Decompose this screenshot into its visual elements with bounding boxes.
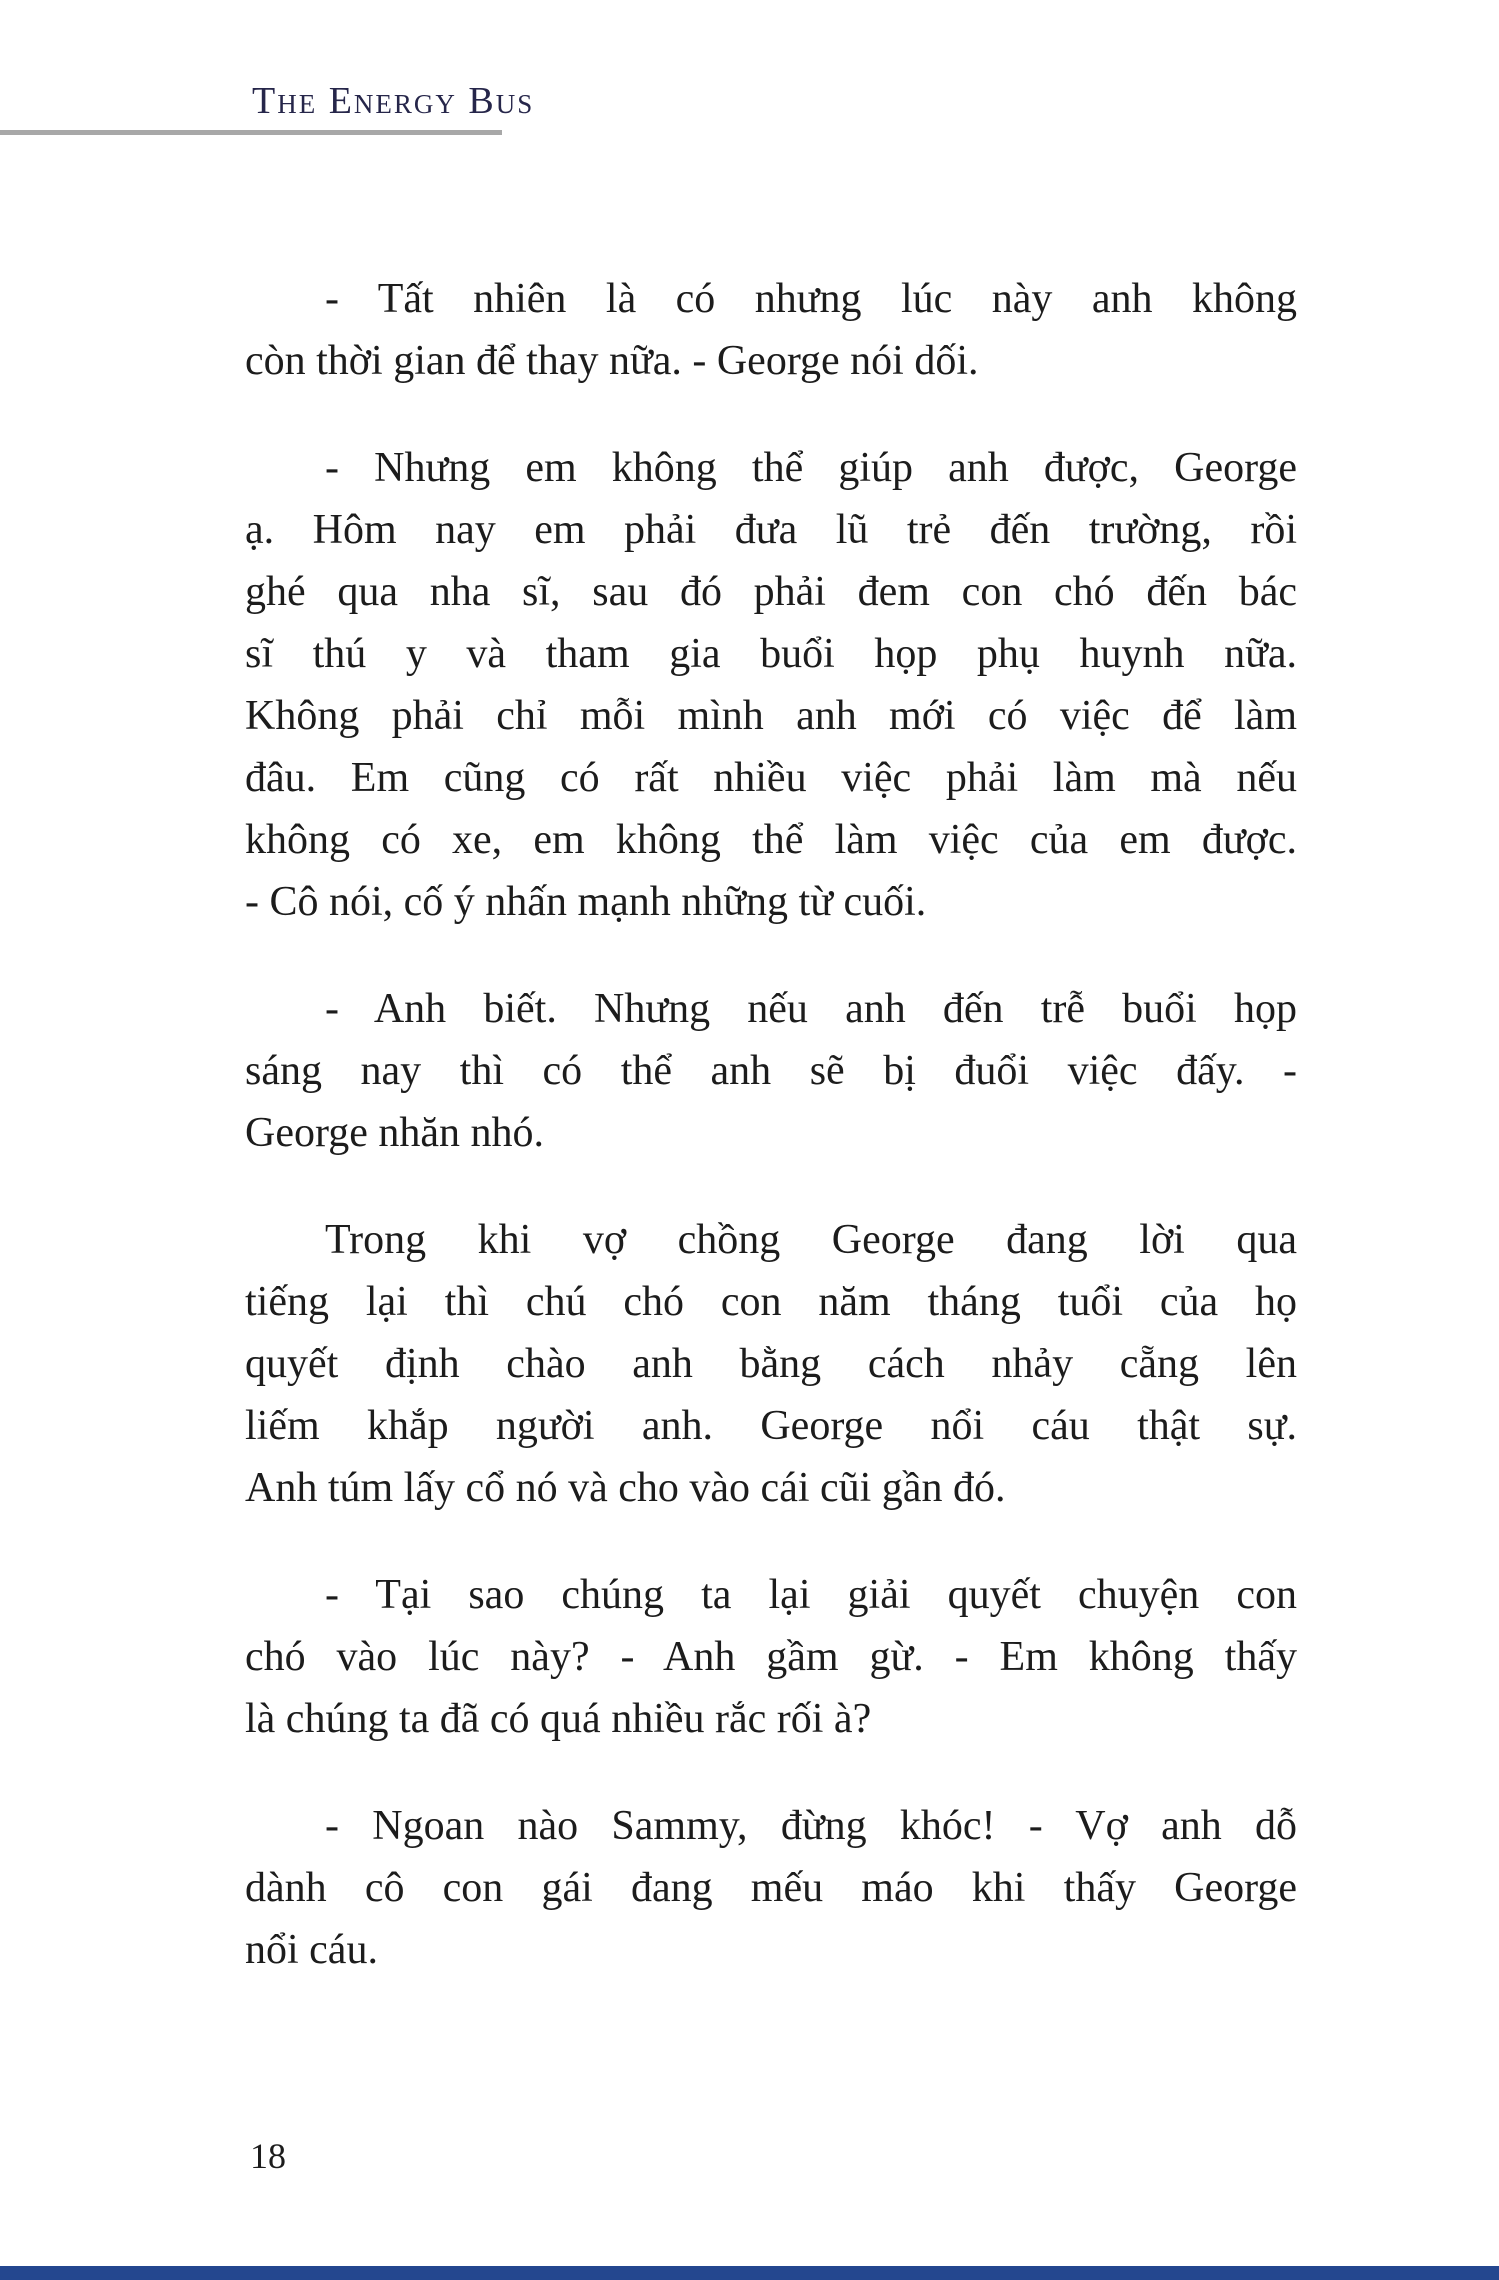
text-line: nổi cáu. [245, 1927, 378, 1973]
header-divider-line [0, 130, 502, 135]
text-line: liếm khắp người anh. George nổi cáu thật sự. [245, 1403, 1297, 1449]
paragraph [245, 437, 1297, 933]
text-line: ghé qua nha sĩ, sau đó phải đem con chó đến bác [245, 569, 1297, 615]
text-line: ạ. Hôm nay em phải đưa lũ trẻ đến trường, rồi [245, 507, 1297, 553]
text-line: Anh túm lấy cổ nó và cho vào cái cũi gần đó. [245, 1465, 1006, 1511]
text-line: sĩ thú y và tham gia buổi họp phụ huynh nữa. [245, 631, 1297, 677]
text-line: - Tất nhiên là có nhưng lúc này anh không [325, 276, 1297, 322]
paragraph [245, 268, 1297, 392]
text-line: Không phải chỉ mỗi mình anh mới có việc để làm [245, 693, 1297, 739]
page-number: 18 [250, 2136, 286, 2176]
paragraph [245, 1795, 1297, 1981]
text-line: Trong khi vợ chồng George đang lời qua [325, 1217, 1297, 1263]
paragraph [245, 978, 1297, 1164]
text-line: George nhăn nhó. [245, 1110, 544, 1156]
text-line: - Tại sao chúng ta lại giải quyết chuyện con [325, 1572, 1297, 1618]
text-line: đâu. Em cũng có rất nhiều việc phải làm mà nếu [245, 755, 1297, 801]
page-text-column [245, 268, 1297, 2026]
text-line: - Ngoan nào Sammy, đừng khóc! - Vợ anh dỗ [325, 1803, 1297, 1849]
text-line: - Nhưng em không thể giúp anh được, George [325, 445, 1297, 491]
text-line: không có xe, em không thể làm việc của em được. [245, 817, 1297, 863]
text-line: - Anh biết. Nhưng nếu anh đến trễ buổi họp [325, 986, 1297, 1032]
text-line: là chúng ta đã có quá nhiều rắc rối à? [245, 1696, 872, 1742]
text-line: quyết định chào anh bằng cách nhảy cẵng lên [245, 1341, 1297, 1387]
text-line: - Cô nói, cố ý nhấn mạnh những từ cuối. [245, 879, 927, 925]
running-header-title: The Energy Bus [252, 80, 535, 122]
text-line: còn thời gian để thay nữa. - George nói dối. [245, 338, 979, 384]
text-line: tiếng lại thì chú chó con năm tháng tuổi của họ [245, 1279, 1297, 1325]
footer-progress-bar [0, 2266, 1499, 2280]
paragraph [245, 1564, 1297, 1750]
text-line: sáng nay thì có thể anh sẽ bị đuổi việc đấy. - [245, 1048, 1297, 1094]
text-line: chó vào lúc này? - Anh gầm gừ. - Em không thấy [245, 1634, 1297, 1680]
paragraph [245, 1209, 1297, 1519]
text-line: dành cô con gái đang mếu máo khi thấy George [245, 1865, 1297, 1911]
